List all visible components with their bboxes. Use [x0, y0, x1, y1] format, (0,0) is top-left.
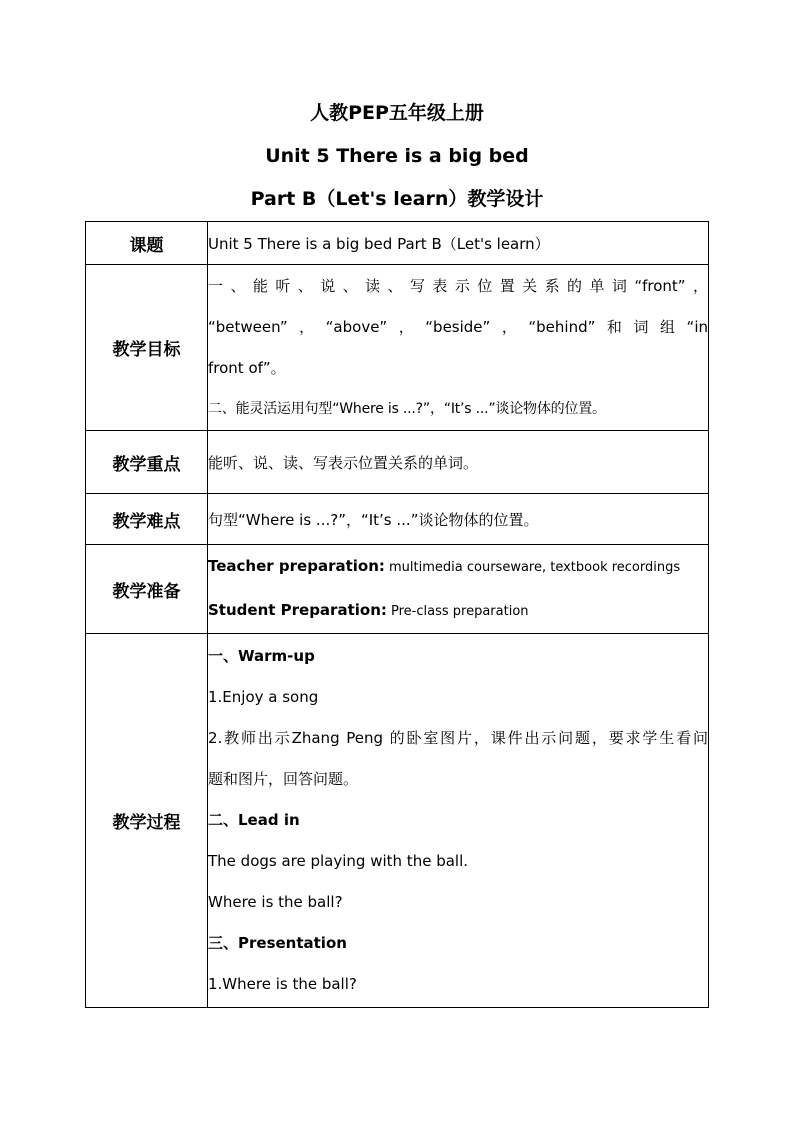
difficulties-text: 句型“Where is ...?”，“It’s ...”谈论物体的位置。 — [208, 510, 539, 529]
key-points-text: 能听、说、读、写表示位置关系的单词。 — [208, 453, 479, 472]
teacher-preparation-value: multimedia courseware, textbook recordings — [384, 560, 681, 575]
label-topic: 课题 — [86, 222, 208, 265]
row-key-points — [86, 431, 709, 494]
value-preparation — [208, 545, 709, 634]
goal-line-1: 一、能听、说、读、写表示位置关系的单词“front”， — [208, 276, 708, 295]
label-difficulties: 教学难点 — [86, 494, 208, 545]
teacher-preparation — [208, 545, 708, 589]
title-unit: Unit 5 There is a big bed — [265, 145, 529, 167]
section-lead-in-heading: 二、Lead in — [208, 811, 300, 829]
goal-line-3: front of”。 — [208, 358, 286, 377]
value-process — [208, 634, 709, 1008]
lead-in-line-1: The dogs are playing with the ball. — [208, 852, 469, 870]
row-process — [86, 634, 709, 1008]
topic-text: Unit 5 There is a big bed Part B（Let's learn） — [208, 234, 550, 253]
lesson-plan-table — [85, 221, 709, 1008]
document-title-block — [0, 103, 794, 210]
lead-in-line-2: Where is the ball? — [208, 893, 343, 911]
section-presentation-heading: 三、Presentation — [208, 934, 347, 952]
goal-line-4: 二、能灵活运用句型“Where is ...?”，“It’s ...”谈论物体的位置。 — [208, 400, 606, 417]
value-difficulties — [208, 494, 709, 545]
warm-up-item-2b: 题和图片，回答问题。 — [208, 770, 359, 788]
value-topic — [208, 222, 709, 265]
row-goals — [86, 265, 709, 431]
section-warm-up-heading: 一、Warm-up — [208, 647, 315, 665]
student-preparation-value: Pre-class preparation — [386, 604, 529, 619]
student-preparation-label: Student Preparation: — [208, 601, 387, 619]
row-difficulties — [86, 494, 709, 545]
goal-line-2: “between”，“above”，“beside”，“behind”和词组“in — [208, 317, 708, 336]
title-part: Part B（Let's learn）教学设计 — [250, 188, 544, 210]
label-preparation: 教学准备 — [86, 545, 208, 634]
teacher-preparation-label: Teacher preparation: — [208, 557, 385, 575]
label-key-points: 教学重点 — [86, 431, 208, 494]
label-process: 教学过程 — [86, 634, 208, 1008]
row-topic — [86, 222, 709, 265]
value-goals — [208, 265, 709, 431]
value-key-points — [208, 431, 709, 494]
presentation-item-1: 1.Where is the ball? — [208, 975, 357, 993]
row-preparation — [86, 545, 709, 634]
warm-up-item-1: 1.Enjoy a song — [208, 688, 319, 706]
title-grade: 人教PEP五年级上册 — [310, 102, 484, 124]
warm-up-item-2a: 2.教师出示Zhang Peng 的卧室图片，课件出示问题，要求学生看问 — [208, 729, 708, 747]
student-preparation — [208, 589, 708, 633]
label-goals: 教学目标 — [86, 265, 208, 431]
